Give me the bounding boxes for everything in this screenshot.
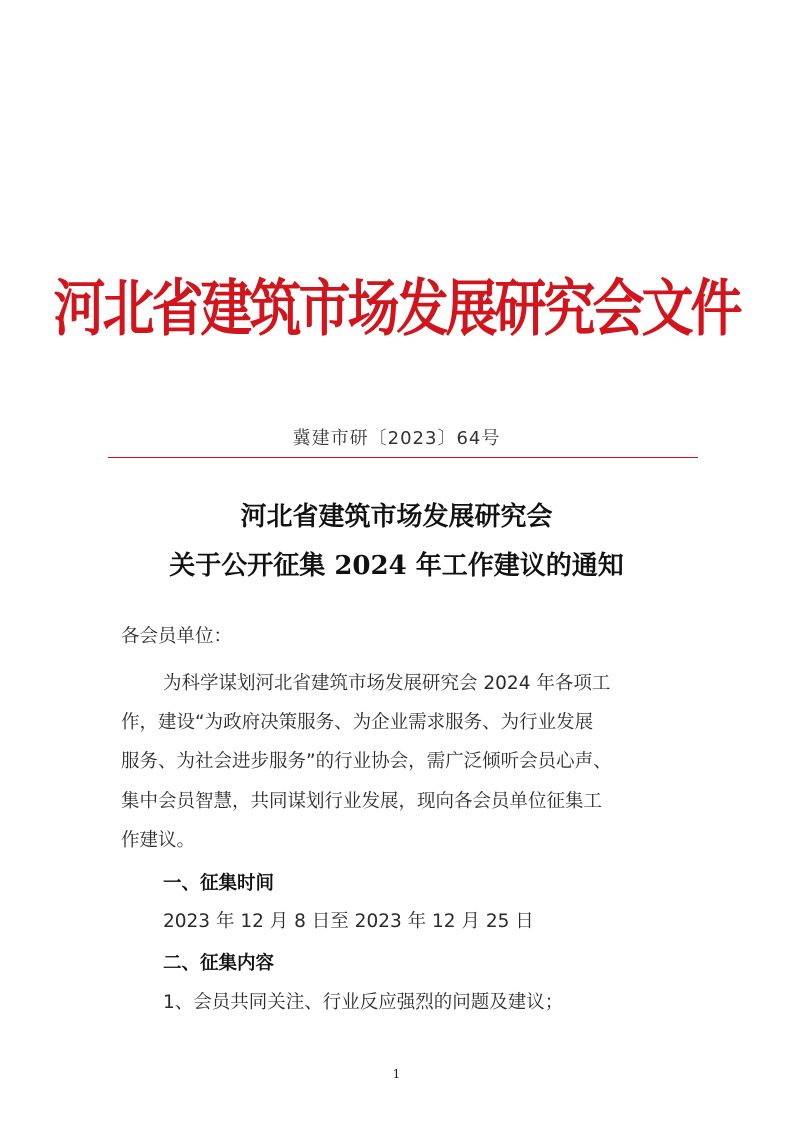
collection-period: 2023 年 12 月 8 日至 2023 年 12 月 25 日 <box>163 911 534 932</box>
section-heading-content: 二、征集内容 <box>163 953 275 974</box>
paragraph-line: 为科学谋划河北省建筑市场发展研究会 2024 年各项工 <box>163 673 611 694</box>
red-divider-line <box>108 457 698 458</box>
section-heading-time: 一、征集时间 <box>163 873 275 894</box>
paragraph-line: 集中会员智慧，共同谋划行业发展，现向各会员单位征集工 <box>121 791 603 812</box>
document-title-line-2: 关于公开征集 2024 年工作建议的通知 <box>169 551 624 581</box>
paragraph-line: 服务、为社会进步服务”的行业协会，需广泛倾听会员心声、 <box>121 751 612 772</box>
page-number: 1 <box>392 1067 401 1081</box>
document-number: 冀建市研〔2023〕64号 <box>292 428 501 449</box>
salutation: 各会员单位： <box>121 626 233 647</box>
document-title-line-1: 河北省建筑市场发展研究会 <box>240 502 553 532</box>
paragraph-line: 作建议。 <box>121 830 196 851</box>
content-item-1: 1、会员共同关注、行业反应强烈的问题及建议； <box>163 992 564 1013</box>
paragraph-line: 作，建设“为政府决策服务、为企业需求服务、为行业发展 <box>121 712 594 733</box>
document-header-banner: 河北省建筑市场发展研究会文件 <box>53 272 740 345</box>
